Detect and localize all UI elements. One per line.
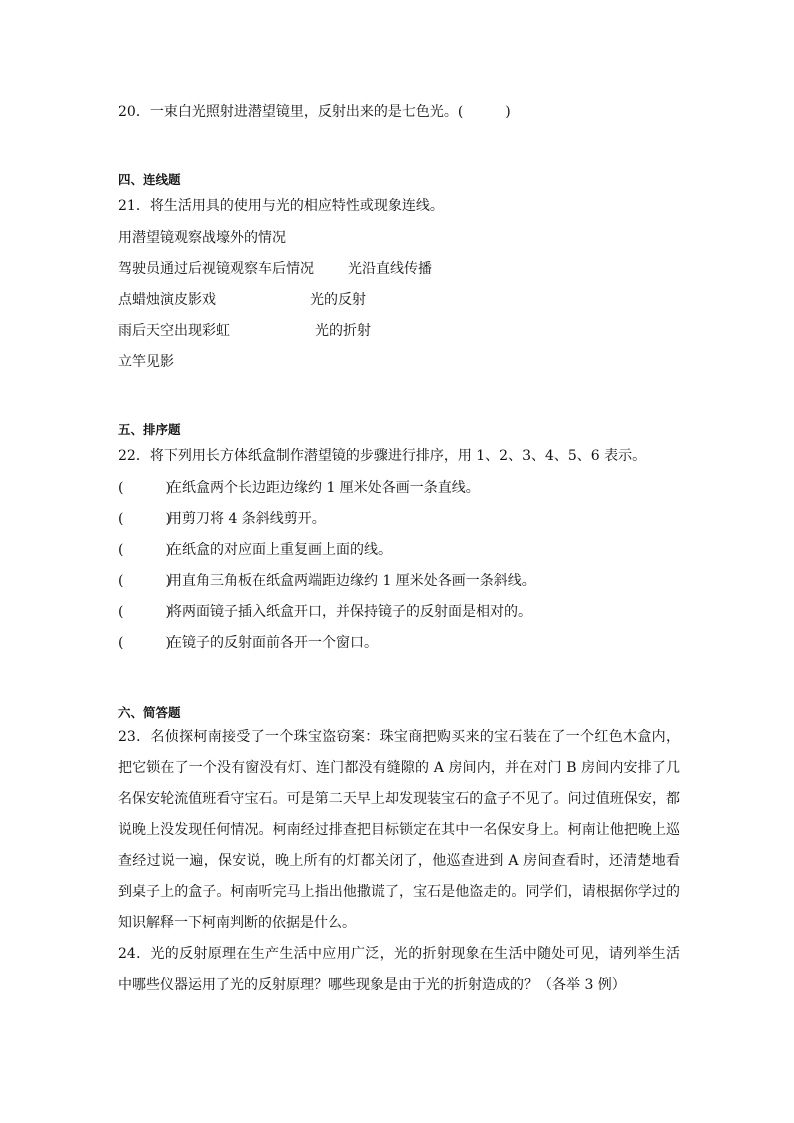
section-4-heading: 四、连线题	[118, 172, 181, 187]
sort-step-text: 在纸盒的对应面上重复画上面的线。	[168, 542, 392, 558]
answer-blank: ( )	[118, 542, 171, 558]
sort-step-2	[118, 509, 326, 529]
sort-step-text: 用直角三角板在纸盒两端距边缘约 1 厘米处各画一条斜线。	[168, 573, 536, 589]
answer-blank: ( )	[118, 511, 171, 527]
answer-blank: ( )	[118, 604, 171, 620]
answer-blank: ( )	[118, 635, 171, 651]
section-5-heading: 五、排序题	[118, 422, 181, 437]
sort-step-text: 将两面镜子插入纸盒开口，并保持镜子的反射面是相对的。	[168, 604, 532, 620]
match-right-item-2: 光的反射	[310, 292, 366, 308]
match-left-item-2: 驾驶员通过后视镜观察车后情况	[118, 261, 314, 277]
match-right-item-3: 光的折射	[315, 323, 371, 339]
sort-step-text: 在镜子的反射面前各开一个窗口。	[168, 635, 378, 651]
match-left-item-5: 立竿见影	[118, 354, 174, 370]
answer-blank: ( )	[118, 573, 171, 589]
sort-step-6	[118, 633, 378, 653]
sort-step-4	[118, 571, 536, 591]
sort-step-text: 用剪刀将 4 条斜线剪开。	[168, 511, 326, 527]
sort-step-1	[118, 478, 480, 498]
answer-blank: ( )	[118, 480, 171, 496]
match-right-item-1: 光沿直线传播	[348, 261, 432, 277]
question-24: 24．光的反射原理在生产生活中应用广泛，光的折射现象在生活中随处可见，请列举生活中哪些仪器运用了光的反射原理？哪些现象是由于光的折射造成的？（各举 3 例）	[118, 946, 680, 993]
match-left-item-4: 雨后天空出现彩虹	[118, 323, 230, 339]
match-left-item-1: 用潜望镜观察战壕外的情况	[118, 230, 286, 246]
match-left-item-3: 点蜡烛演皮影戏	[118, 292, 216, 308]
section-6-heading: 六、简答题	[118, 705, 181, 720]
question-21: 21．将生活用具的使用与光的相应特性或现象连线。	[118, 198, 444, 214]
sort-step-text: 在纸盒两个长边距边缘约 1 厘米处各画一条直线。	[168, 480, 480, 496]
sort-step-5	[118, 602, 532, 622]
question-20: 20．一束白光照射进潜望镜里，反射出来的是七色光。( )	[118, 104, 511, 120]
question-23: 23．名侦探柯南接受了一个珠宝盗窃案：珠宝商把购买来的宝石装在了一个红色木盒内，把它锁在了一个没有窗没有灯、连门都没有缝隙的 A 房间内，并在对门 B 房间内安排了几名保安轮流值班看守宝石。可是第二天早上却发现装宝石的盒子不见了。问过值班保安，都说晚上没发现任何情况。柯南经过排查把目标锁定在其中一名保安身上。柯南让他把晚上巡查经过说一遍，保安说，晚上所有的灯都关闭了，他巡查进到 A 房间查看时，还清楚地看到桌子上的盒子。柯南听完马上指出他撒谎了，宝石是他盗走的。同学们，请根据你学过的知识解释一下柯南判断的依据是什么。	[118, 729, 680, 931]
sort-step-3	[118, 540, 392, 560]
question-22: 22．将下列用长方体纸盒制作潜望镜的步骤进行排序，用 1、2、3、4、5、6 表示。	[118, 448, 647, 464]
